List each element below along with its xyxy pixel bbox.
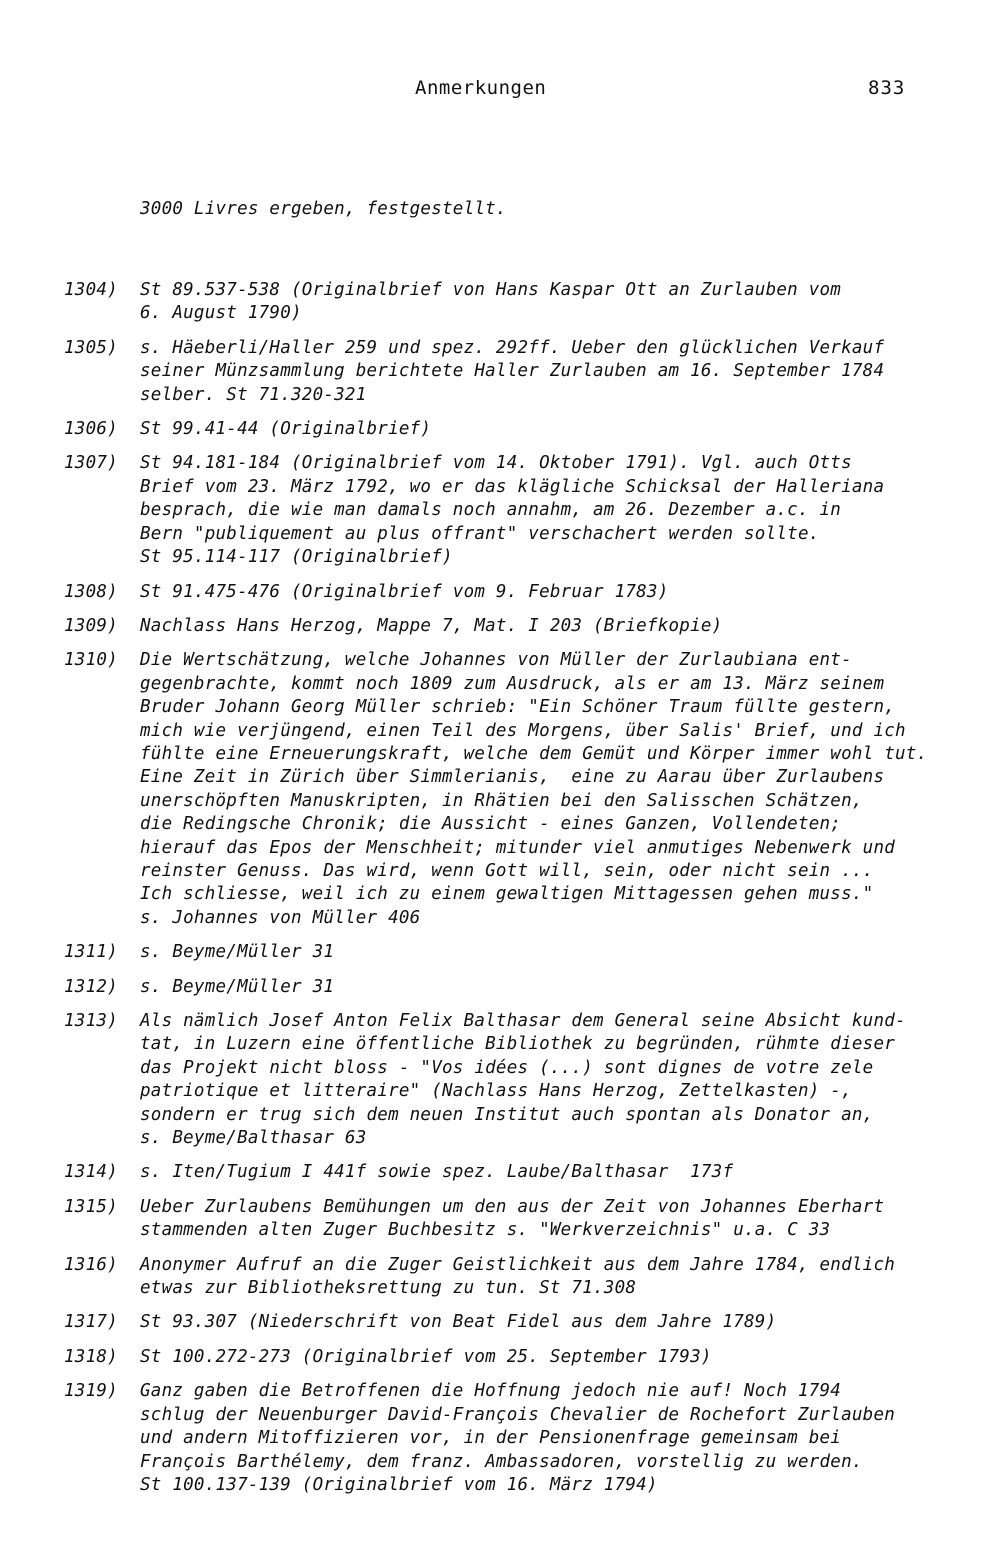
endnote: [0, 1346, 1000, 1369]
note-line: das Projekt nicht bloss - "Vos idées (...) sont dignes de votre zele: [140, 1057, 874, 1078]
endnote-text: [140, 337, 1000, 407]
endnote-number: 1314): [64, 1162, 118, 1183]
endnote-text: [140, 1254, 1000, 1301]
continued-note-text: [140, 151, 1000, 268]
note-line: St 100.272-273 (Originalbrief vom 25. September 1793): [140, 1346, 712, 1367]
endnote: [0, 1254, 1000, 1301]
note-line: St 94.181-184 (Originalbrief vom 14. Oktober 1791). Vgl. auch Otts: [140, 453, 852, 474]
endnote: [0, 941, 1000, 964]
endnote-number: 1307): [64, 453, 118, 474]
endnote-number: 1316): [64, 1254, 118, 1275]
note-line: St 89.537-538 (Originalbrief von Hans Kaspar Ott an Zurlauben vom: [140, 280, 842, 301]
note-line: Ich schliesse, weil ich zu einem gewaltigen Mittagessen gehen muss.": [140, 884, 874, 905]
note-line: reinster Genuss. Das wird, wenn Gott will, sein, oder nicht sein ...: [140, 860, 874, 881]
endnote-text: [140, 1346, 1000, 1369]
endnote-number: 1306): [64, 419, 118, 440]
note-line: St 100.137-139 (Originalbrief vom 16. März 1794): [140, 1474, 658, 1495]
note-line: sondern er trug sich dem neuen Institut auch spontan als Donator an,: [140, 1104, 874, 1125]
endnote-text: [140, 976, 1000, 999]
note-line: etwas zur Bibliotheksrettung zu tun. St 71.308: [140, 1278, 637, 1299]
note-line: 3000 Livres ergeben, festgestellt.: [140, 198, 507, 219]
note-line: selber. St 71.320-321: [140, 384, 367, 405]
note-line: Ueber Zurlaubens Bemühungen um den aus der Zeit von Johannes Eberhart: [140, 1196, 885, 1217]
endnote-number: 1315): [64, 1196, 118, 1217]
endnotes-list: [0, 151, 1000, 1508]
endnote-number: 1319): [64, 1381, 118, 1402]
endnote-text: [140, 941, 1000, 964]
note-line: St 99.41-44 (Originalbrief): [140, 419, 432, 440]
endnote: [0, 337, 1000, 407]
note-line: besprach, die wie man damals noch annahm, am 26. Dezember a.c. in: [140, 500, 842, 521]
endnote-text: [140, 1010, 1000, 1150]
endnote-number: 1311): [64, 942, 118, 963]
note-line: und andern Mitoffizieren vor, in der Pensionenfrage gemeinsam bei: [140, 1428, 842, 1449]
endnote: [0, 279, 1000, 326]
note-line: mich wie verjüngend, einen Teil des Morgens, über Salis' Brief, und ich: [140, 720, 906, 741]
note-line: 6. August 1790): [140, 303, 302, 324]
endnote: [0, 1010, 1000, 1150]
note-line: s. Beyme/Balthasar 63: [140, 1128, 367, 1149]
endnote: [0, 1311, 1000, 1334]
endnote: [0, 615, 1000, 638]
note-line: St 95.114-117 (Originalbrief): [140, 547, 453, 568]
note-line: St 91.475-476 (Originalbrief vom 9. Februar 1783): [140, 581, 669, 602]
endnote: [0, 1380, 1000, 1497]
endnote-text: [140, 1380, 1000, 1497]
note-line: Bern "publiquement au plus offrant" verschachert werden sollte.: [140, 523, 820, 544]
endnote-number: 1305): [64, 337, 118, 358]
note-line: die Redingsche Chronik; die Aussicht - eines Ganzen, Vollendeten;: [140, 814, 842, 835]
endnote: [0, 452, 1000, 569]
endnote-number: 1308): [64, 581, 118, 602]
note-line: Anonymer Aufruf an die Zuger Geistlichkeit aus dem Jahre 1784, endlich: [140, 1254, 896, 1275]
note-line: unerschöpften Manuskripten, in Rhätien bei den Salisschen Schätzen,: [140, 790, 863, 811]
note-line: gegenbrachte, kommt noch 1809 zum Ausdruck, als er am 13. März seinem: [140, 673, 885, 694]
endnote-number: 1309): [64, 615, 118, 636]
note-line: Bruder Johann Georg Müller schrieb: "Ein Schöner Traum füllte gestern,: [140, 697, 896, 718]
running-header-title: Anmerkungen: [415, 77, 547, 99]
page-number: 833: [868, 77, 906, 99]
note-line: stammenden alten Zuger Buchbesitz s. "Werkverzeichnis" u.a. C 33: [140, 1220, 831, 1241]
endnote: [0, 1196, 1000, 1243]
note-line: Ganz gaben die Betroffenen die Hoffnung jedoch nie auf! Noch 1794: [140, 1381, 842, 1402]
note-line: François Barthélemy, dem franz. Ambassadoren, vorstellig zu werden.: [140, 1451, 863, 1472]
endnote: [0, 1161, 1000, 1184]
endnote-text: [140, 279, 1000, 326]
note-line: s. Häeberli/Haller 259 und spez. 292ff. Ueber den glücklichen Verkauf: [140, 337, 885, 358]
note-line: Als nämlich Josef Anton Felix Balthasar dem General seine Absicht kund-: [140, 1011, 906, 1031]
endnote-number: 1318): [64, 1346, 118, 1367]
endnote-text: [140, 615, 1000, 638]
endnote-number: 1312): [64, 976, 118, 997]
endnote: [0, 649, 1000, 930]
endnote-text: [140, 418, 1000, 441]
endnote: [0, 976, 1000, 999]
note-line: schlug der Neuenburger David-François Chevalier de Rochefort Zurlauben: [140, 1404, 896, 1425]
note-line: Eine Zeit in Zürich über Simmlerianis, eine zu Aarau über Zurlaubens: [140, 767, 885, 788]
note-line: tat, in Luzern eine öffentliche Bibliothek zu begründen, rühmte dieser: [140, 1034, 896, 1055]
note-line: St 93.307 (Niederschrift von Beat Fidel aus dem Jahre 1789): [140, 1312, 777, 1333]
endnote-text: [140, 649, 1000, 930]
endnote-number: 1313): [64, 1011, 118, 1031]
note-line: Nachlass Hans Herzog, Mappe 7, Mat. I 203 (Briefkopie): [140, 615, 723, 636]
endnote-number: 1310): [64, 650, 118, 671]
note-line: Brief vom 23. März 1792, wo er das klägliche Schicksal der Halleriana: [140, 476, 885, 497]
endnote-text: [140, 1161, 1000, 1184]
note-line: hierauf das Epos der Menschheit; mitunder viel anmutiges Nebenwerk und: [140, 837, 896, 858]
endnote-text: [140, 1311, 1000, 1334]
endnote-number: 1317): [64, 1312, 118, 1333]
note-line: s. Beyme/Müller 31: [140, 942, 335, 963]
endnote-number: 1304): [64, 280, 118, 301]
endnote-text: [140, 452, 1000, 569]
note-line: s. Iten/Tugium I 441f sowie spez. Laube/Balthasar 173f: [140, 1162, 734, 1183]
endnote-text: [140, 1196, 1000, 1243]
note-line: s. Johannes von Müller 406: [140, 907, 421, 928]
endnote: [0, 581, 1000, 604]
note-line: s. Beyme/Müller 31: [140, 976, 335, 997]
note-line: seiner Münzsammlung berichtete Haller Zurlauben am 16. September 1784: [140, 361, 885, 382]
note-line: Die Wertschätzung, welche Johannes von Müller der Zurlaubiana ent-: [140, 650, 852, 671]
note-line: patriotique et litteraire" (Nachlass Hans Herzog, Zettelkasten) -,: [140, 1081, 852, 1102]
endnote: [0, 418, 1000, 441]
note-line: fühlte eine Erneuerungskraft, welche dem Gemüt und Körper immer wohl tut.: [140, 743, 928, 764]
endnote-text: [140, 581, 1000, 604]
